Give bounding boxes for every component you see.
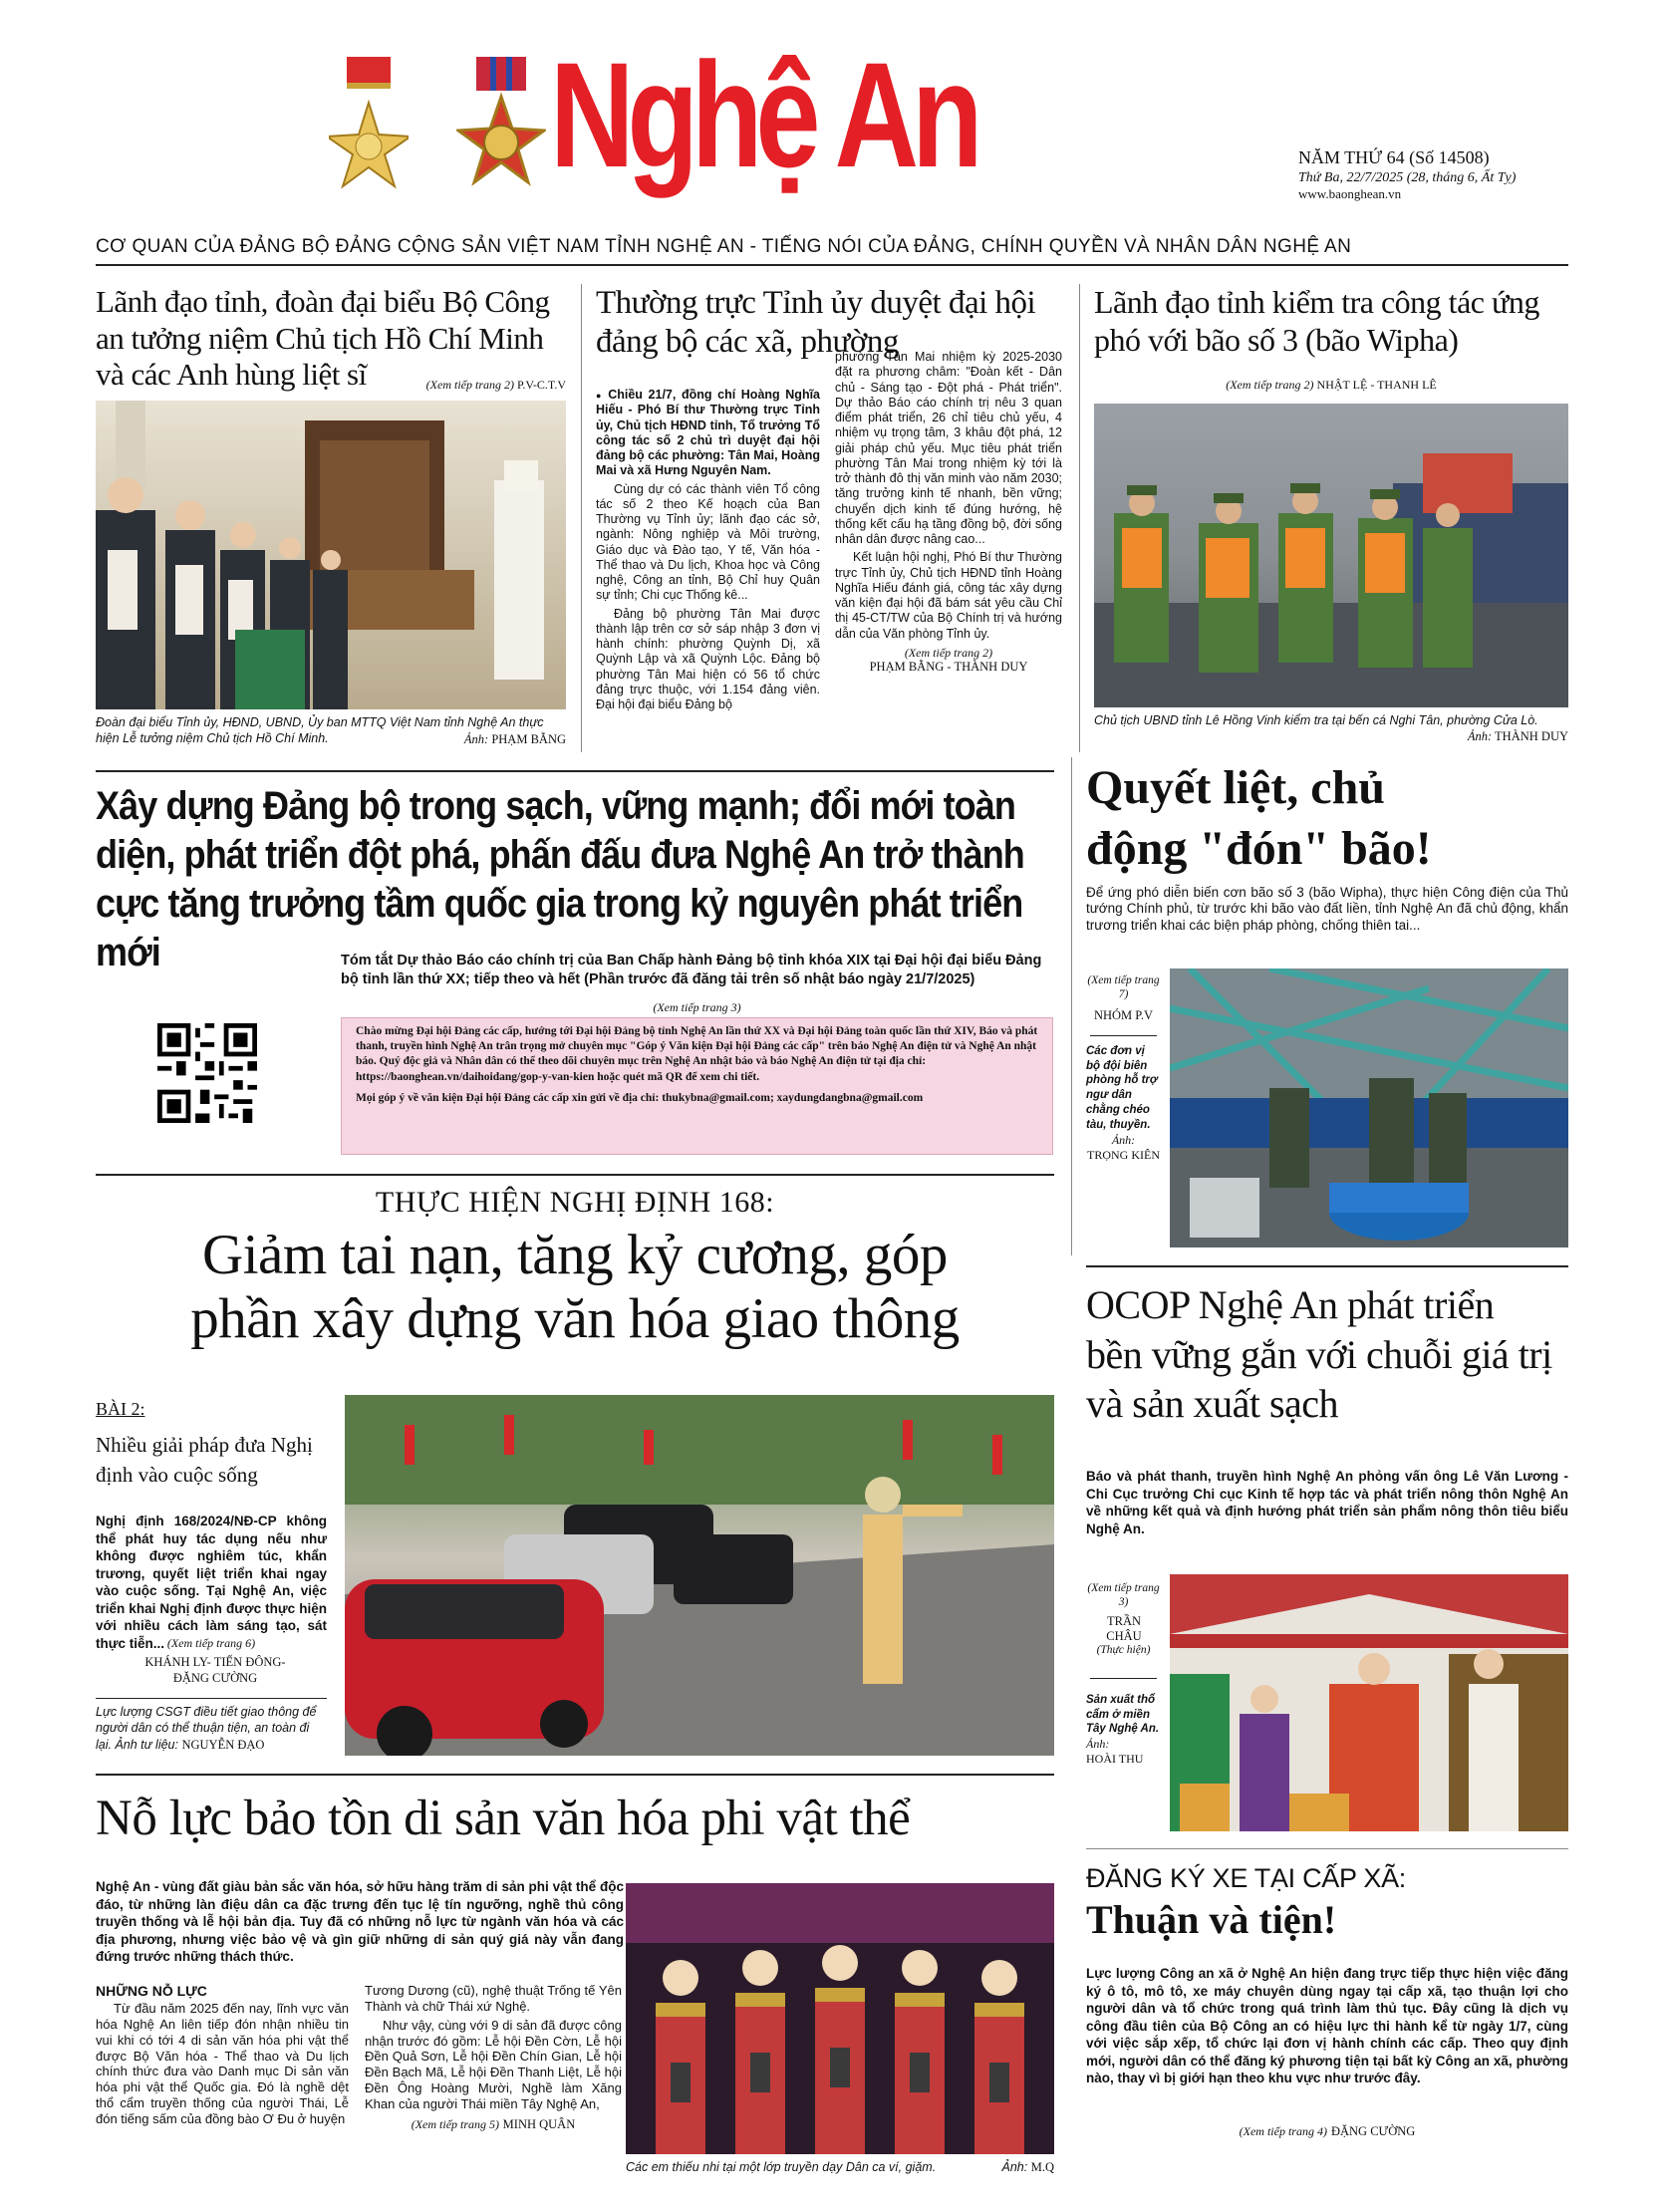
story-ocop <box>1086 1280 1568 1838</box>
continued-note[interactable]: (Xem tiếp trang 2) <box>904 645 993 660</box>
kicker: THỰC HIỆN NGHỊ ĐỊNH 168: <box>375 1186 775 1219</box>
box-contact[interactable]: Mọi góp ý về văn kiện Đại hội Đảng các cấp xin gửi về địa chỉ: thukybna@gmail.com; xaydungdangbna@gmail.com <box>356 1091 924 1104</box>
masthead <box>0 0 1663 269</box>
order-medal-icon <box>456 55 546 204</box>
box-text: Chào mừng Đại hội Đảng các cấp, hướng tới Đại hội Đảng bộ tỉnh Nghệ An lần thứ XX và Đại hội Đảng toàn quốc lần thứ XIV, Báo và phát thanh, truyền hình Nghệ An trân trọng mở chuyên mục "Góp ý Văn kiện Đại hội Đảng các cấp" trên báo Nghệ An điện tử và Nghệ An nhật báo. Quý độc giả và Nhân dân có thể theo dõi chuyên mục trên Nghệ An nhật báo và báo Nghệ An điện tử tại địa chỉ: https://baonghean.vn/daihoidang/gop-y-van-kien hoặc quét mã QR để xem chi tiết. <box>356 1025 1038 1083</box>
article-col-2: Tương Dương (cũ), nghệ thuật Trống tế Yên Thành và chữ Thái xứ Nghệ. Như vậy, cùng với 9 di sản đã được công nhận trước đó gồm: Lễ hội Đền Cờn, Lễ hội Đền Quả Sơn, Lễ hội Đền Chín Gian, Lễ hội Đền Bạch Mã, Lễ hội Đền Thanh Liệt, Lễ hội Đền Ông Hoàng Mười, Nghề làm Xăng Khan của người Thái miền Tây Nghệ An, (Xem tiếp trang 5) MINH QUÂN <box>365 1983 622 2131</box>
article-col-2: phường Tân Mai nhiệm kỳ 2025-2030 đặt ra phương châm: "Đoàn kết - Dân chủ - Sáng tạo - Đột phá - Phát triển". Dự thảo Báo cáo chính trị nêu 3 quan điểm phát triển, 26 chỉ tiêu chủ yếu, 4 nhiệm vụ trọng tâm, 3 khâu đột phá, 12 giải pháp chủ yếu. Mục tiêu phát triển phường Tân Mai trong nhiệm kỳ tới là trở thành đô thị văn minh vào năm 2030; tăng trưởng kinh tế nhanh, bền vững; chuyển dịch kinh tế đúng hướng, hệ thống kết cấu hạ tầng đồng bộ, đời sống nhân dân được nâng cao... Kết luận hội nghị, Phó Bí thư Thường trực Tỉnh ủy, Chủ tịch HĐND tỉnh Hoàng Nghĩa Hiếu đánh giá, công tác xây dựng văn kiện đại hội đã bám sát yêu cầu Chỉ thị 45-CT/TW của Bộ Chính trị và hướng dẫn của Văn phòng Tỉnh ủy. (Xem tiếp trang 2) PHẠM BẰNG - THÀNH DUY <box>835 350 1062 675</box>
photo-credit: Ảnh: TRỌNG KIÊN <box>1087 1133 1160 1163</box>
photo-folk-singing <box>626 1883 1054 2154</box>
kicker: ĐĂNG KÝ XE TẠI CẤP XÃ: <box>1086 1863 1407 1893</box>
story-traffic-decree <box>96 1186 1054 1764</box>
qr-code[interactable] <box>157 1023 257 1123</box>
photo-boats <box>1170 968 1568 1247</box>
photo-traffic <box>345 1395 1054 1756</box>
headline[interactable]: Thường trực Tỉnh ủy duyệt đại hội đảng bộ các xã, phường <box>596 285 1036 360</box>
sidebar-credit <box>1086 1582 1161 1767</box>
subhead: Nhiều giải pháp đưa Nghị định vào cuộc sống <box>96 1433 313 1488</box>
photo-brocade <box>1170 1574 1568 1831</box>
newspaper-logo <box>550 31 1093 198</box>
photo-caption: Sản xuất thổ cẩm ở miền Tây Nghệ An. <box>1086 1693 1160 1736</box>
photo-storm-inspection <box>1094 404 1568 707</box>
article-col-1: ● Chiều 21/7, đồng chí Hoàng Nghĩa Hiếu - Phó Bí thư Thường trực Tỉnh ủy, Chủ tịch HĐND tỉnh, Tổ trưởng Tổ công tác số 2 chủ trì duyệt đại hội đảng bộ các phường: Tân Mai, Hoàng Mai và xã Hưng Nguyên Nam. Cùng dự có các thành viên Tổ công tác số 2 theo Kế hoạch của Ban Thường vụ Tỉnh ủy; lãnh đạo các sở, ngành: Nông nghiệp và Môi trường, Giáo dục và Đào tạo, Y tế, Văn hóa - Thể thao và Du lịch, Khoa học và Công nghệ, Công an tỉnh, Bộ Chỉ huy Quân sự tỉnh; Chi cục Thống kê... Đảng bộ phường Tân Mai được thành lập trên cơ sở sáp nhập 3 đơn vị hành chính: phường Quỳnh Dị, xã Quỳnh Lập và xã Quỳnh Lộc. Đảng bộ phường Tân Mai hiện có 56 tổ chức đảng trực thuộc, với 1.154 đảng viên. Đại hội đại biểu Đảng bộ <box>596 388 820 711</box>
lead: Báo và phát thanh, truyền hình Nghệ An phỏng vấn ông Lê Văn Lương - Chi Cục trưởng Chi cục Kinh tế hợp tác và phát triển nông thôn Nghệ An về những kết quả và định hướng phát triển sản phẩm nông thôn tiêu biểu Nghệ An. <box>1086 1469 1568 1536</box>
photo-caption: Lực lượng CSGT điều tiết giao thông để người dân có thể thuận tiện, an toàn đi lại. Ảnh tư liệu: NGUYỄN ĐẠO <box>96 1705 317 1752</box>
continued-note[interactable]: (Xem tiếp trang 6) <box>166 1636 256 1650</box>
summary: Tóm tắt Dự thảo Báo cáo chính trị của Ban Chấp hành Đảng bộ tỉnh khóa XIX tại Đại hội đại biểu Đảng bộ tỉnh lần thứ XX; tiếp theo và hết (Phần trước đã đăng tải trên số nhật báo ngày 21/7/2025) <box>341 953 1042 987</box>
headline[interactable]: Lãnh đạo tỉnh, đoàn đại biểu Bộ Công an tưởng niệm Chủ tịch Hồ Chí Minh và các Anh hùng liệt sĩ <box>96 284 550 393</box>
photo-caption: Các em thiếu nhi tại một lớp truyền dạy Dân ca ví, giặm. Ảnh: M.Q <box>626 2160 1054 2174</box>
lead: Để ứng phó diễn biến cơn bão số 3 (bão Wipha), thực hiện Công điện của Thủ tướng Chính phủ, từ trước khi bão vào đất liền, tỉnh Nghệ An đã chủ động, khẩn trương triển khai các biện pháp phòng, chống thiên tai... <box>1086 885 1568 933</box>
continued-note[interactable]: (Xem tiếp trang 4) <box>1239 2124 1327 2138</box>
story-party-congress <box>96 782 1054 1166</box>
photo-caption: Đoàn đại biểu Tỉnh ủy, HĐND, UBND, Ủy ban MTTQ Việt Nam tỉnh Nghệ An thực hiện Lễ tưởng niệm Chủ tịch Hồ Chí Minh. <box>96 715 544 746</box>
website[interactable]: www.baonghean.vn <box>1298 186 1402 201</box>
headline[interactable]: OCOP Nghệ An phát triển bền vững gắn với chuỗi giá trị và sản xuất sạch <box>1086 1282 1552 1427</box>
story-vehicle-registration <box>1086 1863 1568 2192</box>
story-inspection <box>596 284 1064 762</box>
headline[interactable]: Nỗ lực bảo tồn di sản văn hóa phi vật thể <box>96 1791 911 1846</box>
lead: Nghệ An - vùng đất giàu bản sắc văn hóa, sở hữu hàng trăm di sản phi vật thể độc đáo, từ những làn điệu dân ca đặc trưng đến tục lệ tín ngưỡng, nghề thủ công truyền thống và lễ hội bản địa. Tuy đã có những nỗ lực từ ngành văn hóa và các địa phương, nhưng việc bảo vệ và gìn giữ những di sản quý giá này vẫn đang đứng trước những thách thức. <box>96 1879 624 1965</box>
section-heading: NHỮNG NỖ LỰC <box>96 1983 207 1999</box>
continued-note[interactable]: (Xem tiếp trang 5) <box>411 2116 500 2131</box>
tagline: CƠ QUAN CỦA ĐẢNG BỘ ĐẢNG CỘNG SẢN VIỆT NAM TỈNH NGHỆ AN - TIẾNG NÓI CỦA ĐẢNG, CHÍNH QUYỀN VÀ NHÂN DÂN NGHỆ AN <box>96 236 1352 257</box>
lead: Lực lượng Công an xã ở Nghệ An hiện đang trực tiếp thực hiện việc đăng ký ô tô, mô tô, xe máy chuyên dùng ngay tại cấp xã, tạo thuận lợi cho người dân và tổ chức trong quá trình làm thủ tục. Đây cũng là dịch vụ công đầu tiên của Bộ Công an có hiệu lực thi hành kể từ ngày 1/7, cùng với việc sắp xếp, tổ chức lại đơn vị hành chính các cấp. Theo quy định mới, người dân có thể đăng ký phương tiện tại bất kỳ Công an xã, phường nào, thay vì bị giới hạn theo khu vực như trước đây. <box>1086 1966 1568 2086</box>
continued-note[interactable]: (Xem tiếp trang 3) <box>1087 1582 1160 1608</box>
continued-note[interactable]: (Xem tiếp trang 2) <box>425 378 514 392</box>
sidebar-credit <box>1086 974 1161 1163</box>
byline: NHÓM P.V <box>1093 1007 1154 1022</box>
article-col-1: Từ đầu năm 2025 đến nay, lĩnh vực văn hóa Nghệ An liên tiếp đón nhận nhiều tin vui khi có tới 4 di sản văn hóa phi vật thể được Bộ Văn hóa - Thể thao và Du lịch chính thức đưa vào Danh mục Di sản văn hóa phi vật thể Quốc gia. Đó là nghề dệt thổ cẩm truyền thống của người Thái, Lễ đón tiếng sấm của đồng bào Ơ Đu ở huyện <box>96 2001 349 2127</box>
continued-note[interactable]: (Xem tiếp trang 7) <box>1087 974 1160 1000</box>
headline[interactable]: Quyết liệt, chủ động "đón" bão! <box>1086 761 1432 876</box>
byline: NHẬT LỆ - THANH LÊ <box>1316 378 1437 392</box>
logo-text: Nghệ An <box>550 31 976 198</box>
byline: KHÁNH LY- TIẾN ĐÔNG- ĐẶNG CƯỜNG <box>144 1655 286 1685</box>
lead: Chiều 21/7, đồng chí Hoàng Nghĩa Hiếu - Phó Bí thư Thường trực Tỉnh ủy, Chủ tịch HĐND tỉnh, Tổ trưởng Tổ công tác số 2 chủ trì duyệt đại hội đảng bộ các phường: Tân Mai, Hoàng Mai và xã Hưng Nguyên Nam. <box>596 388 820 478</box>
byline: P.V-C.T.V <box>516 378 566 392</box>
byline-note: (Thực hiện) <box>1096 1643 1151 1656</box>
byline: TRẦN CHÂU <box>1106 1613 1142 1643</box>
story-storm-inspection <box>1094 284 1568 762</box>
article-body: Nghị định 168/2024/NĐ-CP không thể phát huy tác dụng nếu như không được nghiêm túc, khẩn trương, quyết liệt triển khai ngay vào cuộc sống. Tại Nghệ An, việc triển khai Nghị định được thực hiện với nhiều cách làm sáng tạo, sát thực tiễn... <box>96 1514 327 1651</box>
story-tribute <box>96 284 566 762</box>
story-heritage <box>96 1789 1054 2187</box>
part-label: BÀI 2: <box>96 1399 145 1419</box>
issue-date: Thứ Ba, 22/7/2025 (28, tháng 6, Ất Tỵ) <box>1298 170 1517 185</box>
byline: MINH QUÂN <box>502 2116 576 2131</box>
issue-number: NĂM THỨ 64 (Số 14508) <box>1298 147 1490 167</box>
headline[interactable]: Lãnh đạo tỉnh kiểm tra công tác ứng phó với bão số 3 (bão Wipha) <box>1094 284 1539 358</box>
photo-caption: Các đơn vị bộ đội biên phòng hỗ trợ ngư dân chằng chéo tàu, thuyền. <box>1086 1044 1158 1132</box>
photo-credit: Ảnh: HOÀI THU <box>1086 1737 1144 1767</box>
continued-note[interactable]: (Xem tiếp trang 3) <box>653 1000 741 1014</box>
photo-credit: Ảnh: THÀNH DUY <box>1467 729 1568 743</box>
headline[interactable]: Thuận và tiện! <box>1086 1897 1337 1942</box>
byline: PHẠM BẰNG - THÀNH DUY <box>869 660 1028 675</box>
headline[interactable]: Xây dựng Đảng bộ trong sạch, vững mạnh; đổi mới toàn diện, phát triển đột phá, phấn đấu đưa Nghệ An trở thành cực tăng trưởng tầm quốc gia trong kỷ nguyên phát triển mới <box>96 784 1024 974</box>
byline: ĐẶNG CƯỜNG <box>1330 2124 1416 2138</box>
continued-note[interactable]: (Xem tiếp trang 2) <box>1226 378 1314 392</box>
gold-star-medal-icon <box>329 55 409 204</box>
photo-credit: Ảnh: PHẠM BẰNG <box>463 732 566 746</box>
headline[interactable]: Giảm tai nạn, tăng kỷ cương, góp phần xây dựng văn hóa giao thông <box>190 1224 960 1350</box>
feedback-box <box>341 1017 1053 1155</box>
photo-caption: Chủ tịch UBND tỉnh Lê Hồng Vinh kiểm tra tại bến cá Nghi Tân, phường Cửa Lò. <box>1094 713 1538 727</box>
issue-info <box>1298 147 1587 202</box>
photo-tribute <box>96 401 566 709</box>
story-storm-response <box>1086 757 1568 1255</box>
